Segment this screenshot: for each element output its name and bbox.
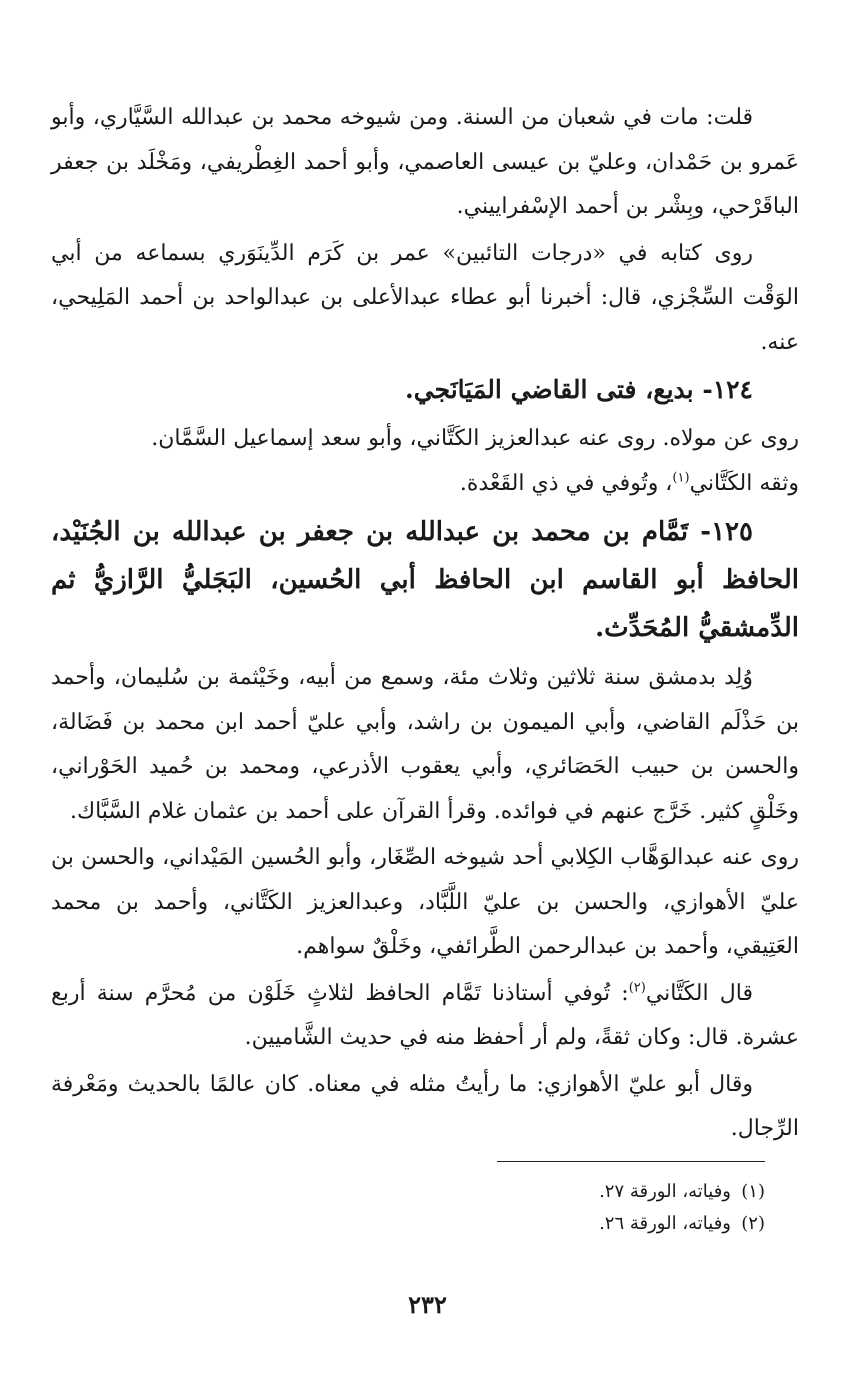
paragraph-death-and-teachers: قلت: مات في شعبان من السنة. ومن شيوخه محمد بن عبدالله السَّيَّاري، وأبو عَمرو بن حَمْدان، وعليّ بن عيسى العاصمي، وأبو أحمد الغِطْريفي، ومَخْلَد بن جعفر الباقَرْحي، وبِشْر بن أحمد الإسْفراييني.	[51, 105, 799, 219]
footnote-text: وفياته، الورقة ٢٧.	[599, 1181, 731, 1202]
footnote-number: (١)	[741, 1181, 765, 1202]
footnote-number: (٢)	[741, 1213, 765, 1234]
entry-125-birth-paragraph: وُلِد بدمشق سنة ثلاثين وثلاث مئة، وسمع من أبيه، وخَيْثمة بن سُليمان، وأحمد بن حَذْلَم القاضي، وأبي الميمون بن راشد، وأبي عليّ أحمد ابن محمد بن فَضَالة، والحسن بن حبيب الحَصَائري، وأبي يعقوب الأذرعي، ومحمد بن حُميد الحَوْراني، وخَلْقٍ كثير. خَرَّج عنهم في فوائده. وقرأ القرآن على أحمد بن عثمان غلام السَّبَّاك.	[51, 665, 799, 824]
entry-124-text	[51, 417, 799, 506]
footnote-ref-1[interactable]: (١)	[672, 470, 690, 486]
page-number: ٢٣٢	[408, 1290, 447, 1319]
footnotes	[265, 1176, 765, 1240]
footnote-ref-2[interactable]: (٢)	[628, 980, 646, 996]
footnote-1	[265, 1176, 765, 1208]
entry-124-line2-end: ، وتُوفي في ذي القَعْدة.	[459, 470, 673, 496]
footnote-text: وفياته، الورقة ٢٦.	[599, 1213, 731, 1234]
entry-124-heading: ١٢٤- بديع، فتى القاضي المَيَانَجي.	[405, 375, 753, 404]
entry-125-heading: ١٢٥- تَمَّام بن محمد بن عبدالله بن جعفر بن عبدالله بن الجُنَيْد، الحافظ أبو القاسم ابن الحافظ أبي الحُسين، البَجَليُّ الرَّازيُّ ثم الدِّمشقيُّ المُحَدِّث.	[51, 517, 799, 643]
entry-125-death-start: قال الكَتَّاني	[645, 980, 753, 1006]
page-body	[51, 96, 799, 1154]
entry-125-death-paragraph	[51, 972, 799, 1061]
entry-125-narrators-paragraph: روى عنه عبدالوَهَّاب الكِلابي أحد شيوخه الصِّغَار، وأبو الحُسين المَيْداني، والحسن بن عليّ الأهوازي، والحسن بن عليّ اللَّبَّاد، وعبدالعزيز الكَتَّاني، وأحمد بن محمد العَتِيقي، وأحمد بن عبدالرحمن الطَّرائفي، وخَلْقٌ سواهم.	[51, 845, 799, 959]
entry-124-line2-start: وثقه الكَتَّاني	[689, 470, 799, 496]
footnote-divider	[497, 1161, 765, 1162]
entry-124-line1: روى عن مولاه. روى عنه عبدالعزيز الكَتَّاني، وأبو سعد إسماعيل السَّمَّان.	[151, 426, 799, 451]
entry-125-praise-paragraph: وقال أبو عليّ الأهوازي: ما رأيتُ مثله في معناه. كان عالمًا بالحديث ومَعْرفة الرِّجال.	[51, 1071, 799, 1141]
footnote-2	[265, 1208, 765, 1240]
paragraph-book-transmission: روى كتابه في «درجات التائبين» عمر بن كَرَم الدِّينَوَري بسماعه من أبي الوَقْت السِّجْزي، قال: أخبرنا أبو عطاء عبدالأعلى بن عبدالواحد بن أحمد المَلِيحي، عنه.	[51, 240, 799, 355]
entry-125-death-end: : تُوفي أستاذنا تَمَّام الحافظ لثلاثٍ خَلَوْن من مُحرَّم سنة أربع عشرة. قال: وكان ثقةً، ولم أر أحفظ منه في حديث الشَّاميين.	[51, 980, 799, 1050]
